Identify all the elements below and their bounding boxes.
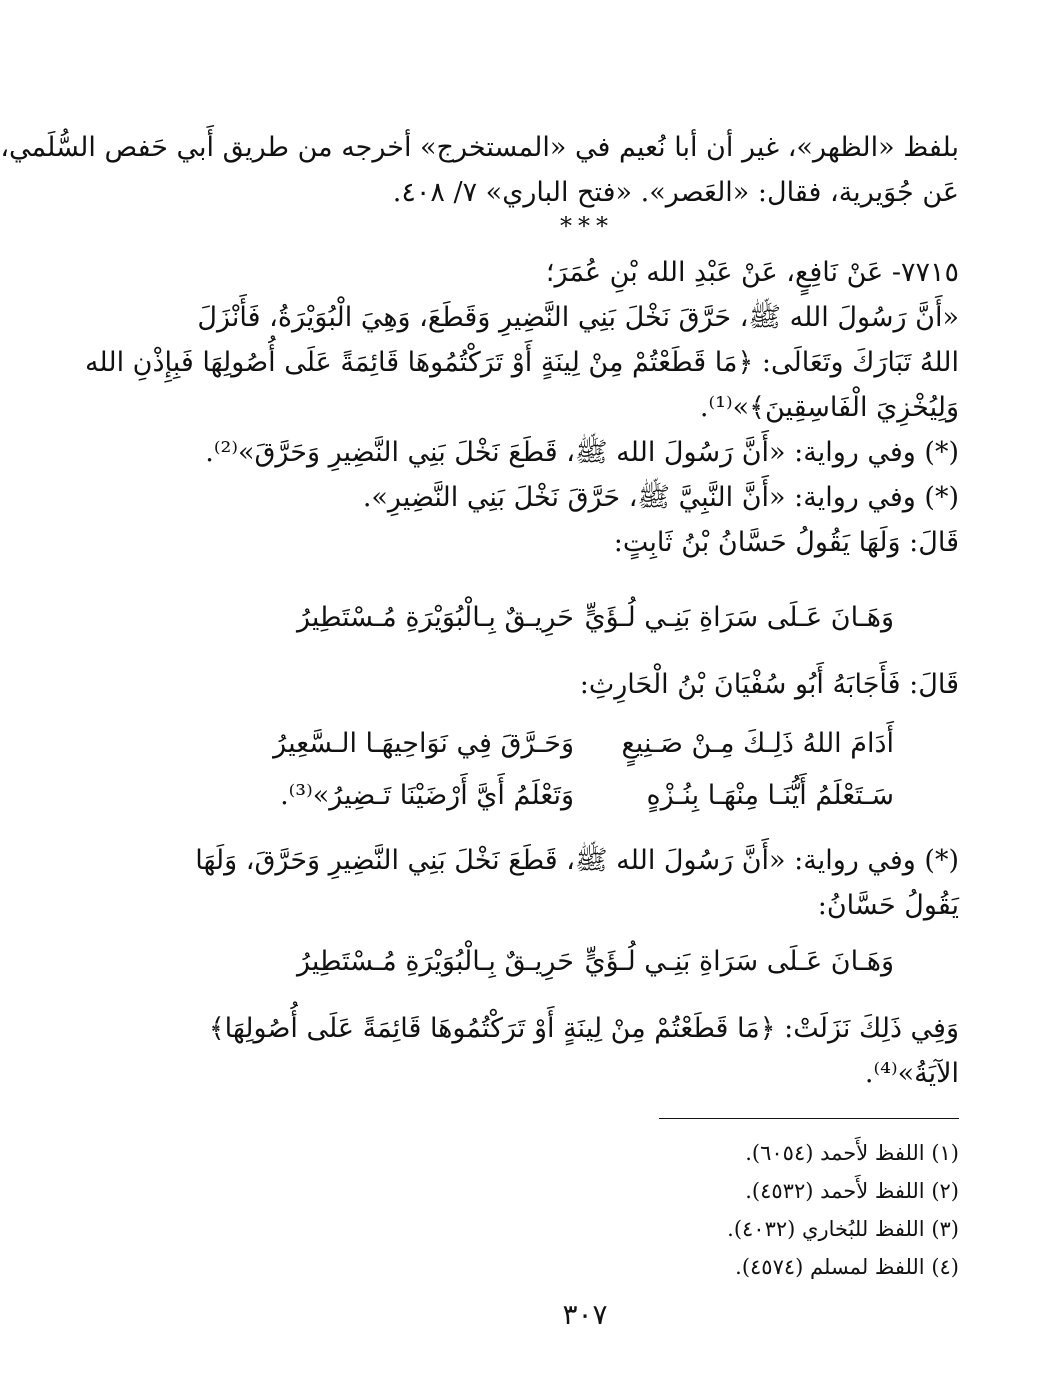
hadith-line: اللهُ تَبَارَكَ وتَعَالَى: ﴿مَا قَطَعْتُمْ مِنْ لِينَةٍ أَوْ تَرَكْتُمُوهَا قَائِمَةً عَلَى أُصُولِهَا فَبِإِذْنِ الله xyxy=(84,347,959,378)
footnote-item: (٢) اللفظ لأَحمد (٤٥٣٢). xyxy=(745,1179,959,1203)
closing-line: وَفِي ذَلِكَ نَزَلَتْ: ﴿مَا قَطَعْتُمْ مِنْ لِينَةٍ أَوْ تَرَكْتُمُوهَا قَائِمَةً عَلَى أُصُولِهَا﴾ xyxy=(208,1013,959,1044)
abu-sufyan-intro-line: قَالَ: فَأَجَابَهُ أَبُو سُفْيَانَ بْنُ الْحَارِثِ: xyxy=(579,669,959,700)
section-separator: *** xyxy=(560,212,614,240)
verse-second-hemistich: وَتَعْلَمُ أَيَّ أَرْضَيْنَا تَـضِيرُ»⁽³⁾. xyxy=(280,780,574,811)
hadith-paragraph xyxy=(84,250,959,565)
intro-line: بلفظ «الظهر»، غير أن أبا نُعيم في «المستخرج» أخرجه من طريق أَبي حَفص السُّلَمي، xyxy=(0,132,959,163)
riwaya-line: (*) وفي رواية: «أَنَّ رَسُولَ الله ﷺ، قَطَعَ نَخْلَ بَنِي النَّضِيرِ وَحَرَّقَ»⁽²⁾. xyxy=(205,437,959,468)
footnote-item: (٤) اللفظ لمسلم (٤٥٧٤). xyxy=(735,1255,959,1279)
riwaya-line: يَقُولُ حَسَّانُ: xyxy=(817,890,959,921)
verse-first-hemistich: أَدَامَ اللهُ ذَلِـكَ مِـنْ صَـنِيعٍ xyxy=(621,728,894,759)
verse-second-hemistich: حَرِيـقٌ بِـالْبُوَيْرَةِ مُـسْتَطِيرُ xyxy=(296,602,574,633)
footnote-item: (١) اللفظ لأَحمد (٦٠٥٤). xyxy=(745,1141,959,1165)
riwaya-paragraph xyxy=(195,838,959,928)
hadith-line: وَلِيُخْزِيَ الْفَاسِقِينَ﴾»⁽¹⁾. xyxy=(699,392,959,423)
footnotes xyxy=(459,1134,959,1286)
riwaya-line: (*) وفي رواية: «أَنَّ رَسُولَ الله ﷺ، قَطَعَ نَخْلَ بَنِي النَّضِيرِ وَحَرَّقَ، وَلَهَا xyxy=(195,845,959,876)
riwaya-line: (*) وفي رواية: «أَنَّ النَّبِيَّ ﷺ، حَرَّقَ نَخْلَ بَنِي النَّضِيرِ». xyxy=(362,482,959,513)
poem-verse xyxy=(274,722,894,766)
closing-line: الآيَةُ»⁽⁴⁾. xyxy=(864,1058,959,1089)
hadith-line: «أَنَّ رَسُولَ الله ﷺ، حَرَّقَ نَخْلَ بَنِي النَّضِيرِ وَقَطَعَ، وَهِيَ الْبُوَيْرَةُ، فَأَنْزَلَ xyxy=(197,302,959,333)
footnote-divider xyxy=(659,1118,959,1119)
verse-first-hemistich: وَهَـانَ عَـلَى سَرَاةِ بَنِـي لُـؤَيٍّ xyxy=(584,946,894,977)
closing-paragraph xyxy=(208,1006,959,1096)
hadith-heading: ٧٧١٥- عَنْ نَافِعٍ، عَنْ عَبْدِ الله بْنِ عُمَرَ؛ xyxy=(545,257,959,288)
page-number: ٣٠٧ xyxy=(562,1298,608,1331)
intro-line: عَن جُوَيرية، فقال: «العَصر». «فتح الباري» ٧/ ٤٠٨. xyxy=(392,177,959,208)
verse-second-hemistich: وَحَـرَّقَ فِي نَوَاحِيهَـا الـسَّعِيرُ xyxy=(273,728,574,759)
verse-first-hemistich: وَهَـانَ عَـلَى سَرَاةِ بَنِـي لُـؤَيٍّ xyxy=(584,602,894,633)
verse-first-hemistich: سَـتَعْلَمُ أَيُّنَـا مِنْهَـا بِنُـزْهٍ xyxy=(646,780,894,811)
hassan-intro-line: قَالَ: وَلَهَا يَقُولُ حَسَّانُ بْنُ ثَابِتٍ: xyxy=(613,527,959,558)
footnote-item: (٣) اللفظ للبُخاري (٤٠٣٢). xyxy=(727,1217,959,1241)
abu-sufyan-intro xyxy=(219,662,959,707)
verse-second-hemistich: حَرِيـقٌ بِـالْبُوَيْرَةِ مُـسْتَطِيرُ xyxy=(296,946,574,977)
poem-verse xyxy=(274,774,894,818)
poem-verse xyxy=(274,596,894,640)
poem-verse xyxy=(274,940,894,984)
intro-paragraph xyxy=(0,125,959,215)
